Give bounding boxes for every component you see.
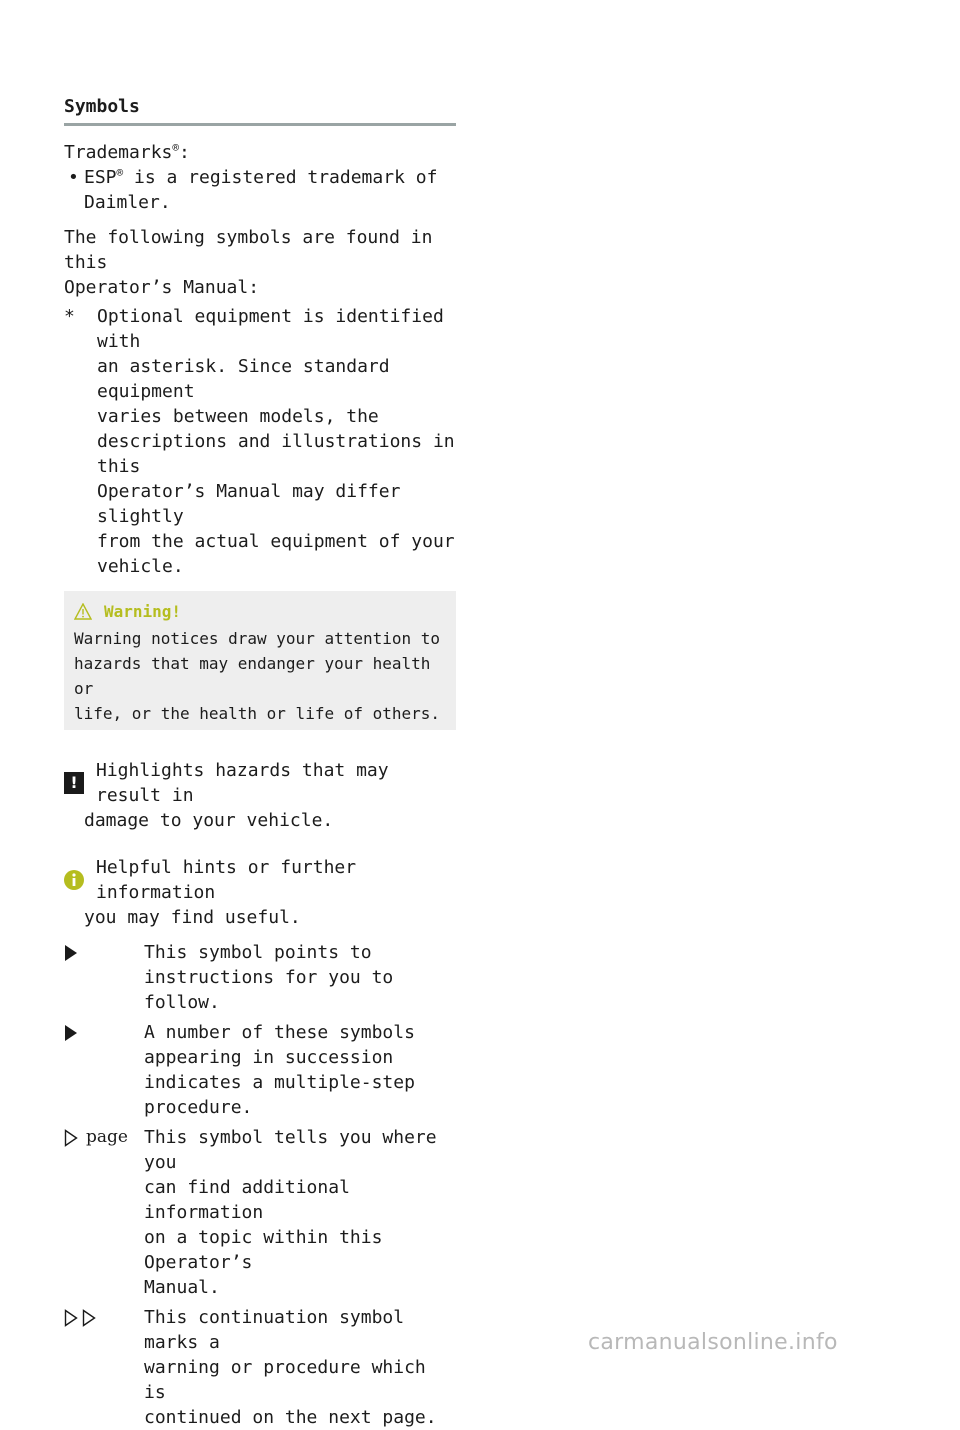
intro-text: The following symbols are found in this Operator’s Manual: [64, 227, 433, 298]
double-outline-triangle-icon [64, 1309, 98, 1327]
info-icon [64, 870, 84, 890]
symbol-list [64, 940, 456, 1430]
symbol-row-instruction: This symbol points to instructions for you to follow. [64, 940, 456, 1015]
asterisk-definition: * Optional equipment is identified with an asterisk. Since standard equipment varies between models, the descriptions and illustrations in this Operator’s Manual may differ slightly from the actual equipment of your vehicle. [64, 306, 455, 577]
symbol-row-multistep: A number of these symbols appearing in succession indicates a multiple-step procedure. [64, 1020, 456, 1120]
warning-title: Warning! [104, 602, 182, 621]
filled-triangle-icon [64, 944, 78, 962]
watermark: carmanualsonline.info [588, 1330, 838, 1355]
exclamation-icon: ! [64, 772, 84, 794]
outline-triangle-icon [64, 1129, 78, 1147]
asterisk-symbol: * [64, 306, 75, 327]
warning-box [64, 591, 456, 730]
trademark-item: • ESP® is a registered trademark of [64, 165, 456, 190]
warning-text: Warning notices draw your attention to hazards that may endanger your health or life, or the health or life of others. [74, 629, 441, 723]
bullet-icon: • [68, 167, 79, 188]
symbol-row-continuation: This continuation symbol marks a warning or procedure which is continued on the next page. [64, 1305, 456, 1430]
trademarks-label: Trademarks®: [64, 141, 190, 163]
warning-header [74, 599, 446, 624]
info-note: Helpful hints or further information you may find useful. [64, 855, 456, 930]
page-label: page [86, 1127, 128, 1147]
section-title: Symbols [64, 96, 456, 126]
symbols-section [64, 96, 456, 1430]
damage-note: ! Highlights hazards that may result in damage to your vehicle. [64, 758, 456, 833]
warning-triangle-icon [74, 603, 92, 620]
trademark-item-cont: Daimler. [84, 192, 171, 213]
symbol-row-page-reference: page This symbol tells you where you can find additional information on a topic within this Operator’s Manual. [64, 1125, 456, 1300]
filled-triangle-icon [64, 1024, 78, 1042]
